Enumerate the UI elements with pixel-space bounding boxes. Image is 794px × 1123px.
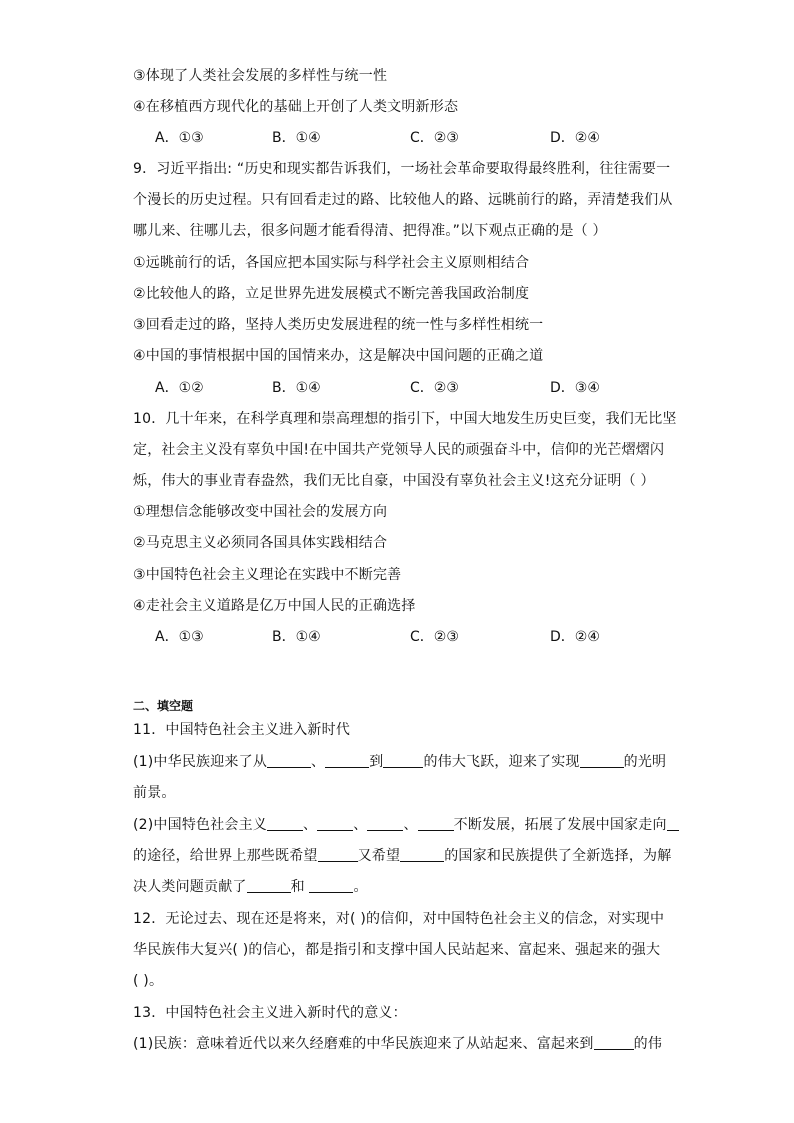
q11-p2-l3-text-c: 。 bbox=[353, 879, 368, 895]
q12-line-1: 12．无论过去、现在还是将来，对( )的信仰，对中国特色社会主义的信念，对实现中 bbox=[133, 911, 665, 927]
q11-p1-text-e: 的光明 bbox=[623, 754, 667, 770]
q9-option-d[interactable]: D．③④ bbox=[550, 380, 600, 396]
q11-p2-text-a: (2)中国特色社会主义 bbox=[133, 817, 268, 833]
q10-stem-line-1: 10．几十年来，在科学真理和崇高理想的指引下，中国大地发生历史巨变，我们无比坚 bbox=[133, 411, 677, 427]
q11-blank-8[interactable] bbox=[418, 816, 454, 831]
q11-blank-4[interactable] bbox=[580, 753, 624, 768]
q11-p2-l2-text-b: 又希望 bbox=[357, 848, 401, 864]
q11-blank-2[interactable] bbox=[325, 753, 369, 768]
q11-title: 11．中国特色社会主义进入新时代 bbox=[133, 722, 351, 738]
q13-p1-text-a: (1)民族：意味着近代以来久经磨难的中华民族迎来了从站起来、富起来到 bbox=[133, 1036, 594, 1052]
q11-p2-sep-3: 、 bbox=[403, 817, 418, 833]
q11-p2-l2-text-a: 的途径，给世界上那些既希望 bbox=[133, 848, 318, 864]
q10-option-c[interactable]: C．②③ bbox=[410, 629, 459, 645]
q11-p2-sep-1: 、 bbox=[303, 817, 318, 833]
q11-blank-6[interactable] bbox=[317, 816, 353, 831]
q9-option-a[interactable]: A．①② bbox=[155, 380, 204, 396]
q11-blank-13[interactable] bbox=[309, 878, 353, 893]
q9-option-b[interactable]: B．①④ bbox=[272, 380, 321, 396]
q9-stem-line-2: 个漫长的历史过程。只有回看走过的路、比较他人的路、远眺前行的路，弄清楚我们从 bbox=[133, 192, 673, 208]
q11-part-2-line-3 bbox=[133, 877, 368, 897]
q13-blank-1[interactable] bbox=[594, 1035, 634, 1050]
q11-p2-l2-text-c: 的国家和民族提供了全新选择，为解 bbox=[444, 848, 672, 864]
q13-title: 13．中国特色社会主义进入新时代的意义： bbox=[133, 1005, 407, 1021]
q10-item-3: ③中国特色社会主义理论在实践中不断完善 bbox=[133, 567, 402, 583]
q12-line-2: 华民族伟大复兴( )的信心，都是指引和支撑中国人民站起来、富起来、强起来的强大 bbox=[133, 942, 661, 958]
q8-item-4: ④在移植西方现代化的基础上开创了人类文明新形态 bbox=[133, 99, 459, 115]
q11-blank-10[interactable] bbox=[318, 847, 358, 862]
q11-p1-text-a: (1)中华民族迎来了从 bbox=[133, 754, 268, 770]
q8-option-d[interactable]: D．②④ bbox=[550, 130, 600, 146]
q8-option-b[interactable]: B．①④ bbox=[272, 130, 321, 146]
q11-part-1-line-2: 前景。 bbox=[133, 785, 176, 801]
q9-option-c[interactable]: C．②③ bbox=[410, 380, 459, 396]
q11-p2-sep-2: 、 bbox=[353, 817, 368, 833]
q10-stem-line-2: 定，社会主义没有辜负中国!在中国共产党领导人民的顽强奋斗中，信仰的光芒熠熠闪 bbox=[133, 442, 665, 458]
q11-part-2-line-1 bbox=[133, 815, 679, 835]
q11-part-1-line-1 bbox=[133, 752, 666, 772]
q13-p1-text-b: 的伟 bbox=[633, 1036, 663, 1052]
q11-blank-9[interactable] bbox=[667, 816, 679, 831]
q11-p1-text-d: 的伟大飞跃，迎来了实现 bbox=[423, 754, 580, 770]
q11-p1-text-c: 到 bbox=[369, 754, 384, 770]
q10-option-d[interactable]: D．②④ bbox=[550, 629, 600, 645]
q11-blank-3[interactable] bbox=[383, 753, 423, 768]
q11-p2-l3-text-b: 和 bbox=[290, 879, 310, 895]
q11-blank-7[interactable] bbox=[367, 816, 403, 831]
section-title-fill-in: 二、填空题 bbox=[133, 699, 194, 713]
q8-option-a[interactable]: A．①③ bbox=[155, 130, 204, 146]
q9-item-4: ④中国的事情根据中国的国情来办，这是解决中国问题的正确之道 bbox=[133, 348, 544, 364]
q10-option-a[interactable]: A．①③ bbox=[155, 629, 204, 645]
q8-item-3: ③体现了人类社会发展的多样性与统一性 bbox=[133, 68, 388, 84]
q11-p2-text-b: 不断发展，拓展了发展中国家走向 bbox=[453, 817, 667, 833]
q8-option-c[interactable]: C．②③ bbox=[410, 130, 459, 146]
q13-part-1-line-1 bbox=[133, 1034, 662, 1054]
q9-item-1: ①远眺前行的话，各国应把本国实际与科学社会主义原则相结合 bbox=[133, 255, 530, 271]
q9-stem-line-1: 9．习近平指出: “历史和现实都告诉我们，一场社会革命要取得最终胜利，往往需要一 bbox=[133, 161, 671, 177]
q10-option-b[interactable]: B．①④ bbox=[272, 629, 321, 645]
q11-blank-5[interactable] bbox=[267, 816, 303, 831]
q11-blank-1[interactable] bbox=[267, 753, 311, 768]
q11-blank-12[interactable] bbox=[247, 878, 291, 893]
q10-item-2: ②马克思主义必须同各国具体实践相结合 bbox=[133, 535, 388, 551]
q11-p2-l3-text-a: 决人类问题贡献了 bbox=[133, 879, 247, 895]
q9-item-2: ②比较他人的路，立足世界先进发展模式不断完善我国政治制度 bbox=[133, 286, 530, 302]
q10-item-4: ④走社会主义道路是亿万中国人民的正确选择 bbox=[133, 598, 416, 614]
q11-p1-text-b: 、 bbox=[311, 754, 326, 770]
q9-stem-line-3: 哪儿来、往哪儿去，很多问题才能看得清、把得准。”以下观点正确的是（ ） bbox=[133, 223, 607, 239]
q9-item-3: ③回看走过的路，坚持人类历史发展进程的统一性与多样性相统一 bbox=[133, 317, 544, 333]
q10-stem-line-3: 烁，伟大的事业青春盎然，我们无比自豪，中国没有辜负社会主义!这充分证明（ ） bbox=[133, 473, 655, 489]
q12-line-3: ( )。 bbox=[133, 973, 164, 989]
q11-blank-11[interactable] bbox=[400, 847, 444, 862]
q11-part-2-line-2 bbox=[133, 846, 671, 866]
q10-item-1: ①理想信念能够改变中国社会的发展方向 bbox=[133, 504, 388, 520]
